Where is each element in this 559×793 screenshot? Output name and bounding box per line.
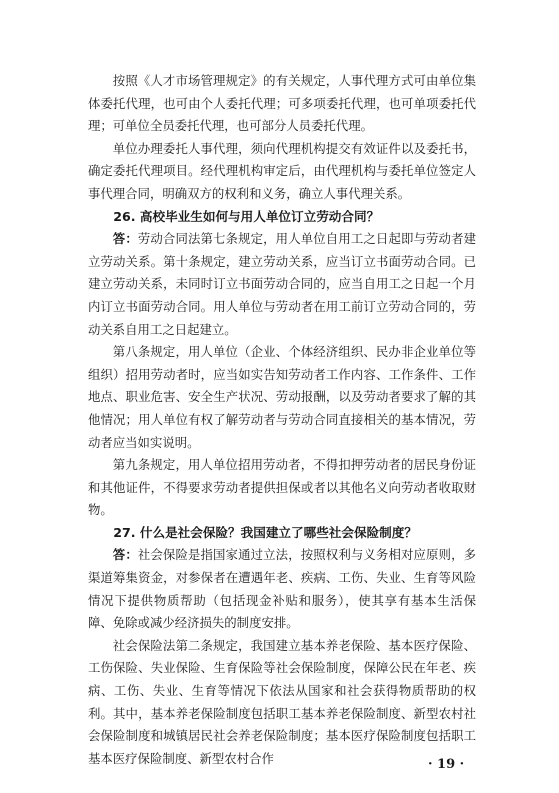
- paragraph-social-insurance-law: 社会保险法第二条规定，我国建立基本养老保险、基本医疗保险、工伤保险、失业保险、生育保险等社会保险制度，保障公民在年老、疾病、工伤、失业、生育等情况下依法从国家和社会获得物质帮助的权利。其中，基本养老保险制度包括职工基本养老保险制度、新型农村社会保险制度和城镇居民社会养老保险制度；基本医疗保险制度包括职工基本医疗保险制度、新型农村合作: [88, 637, 476, 766]
- question-heading-26: 26. 高校毕业生如何与用人单位订立劳动合同？: [113, 208, 380, 224]
- question-heading-27: 27. 什么是社会保险？我国建立了哪些社会保险制度？: [113, 524, 417, 540]
- paragraph-agency-procedure: 单位办理委托人事代理，须向代理机构提交有效证件以及委托书，确定委托代理项目。经代理机构审定后，由代理机构与委托单位签定人事代理合同，明确双方的权利和义务，确立人事代理关系。: [88, 140, 476, 201]
- page-number: · 19 ·: [428, 757, 465, 772]
- answer-label: 答：: [112, 231, 138, 247]
- body-text: [88, 70, 476, 770]
- answer-label: 答：: [112, 547, 138, 563]
- answer-27: [88, 544, 476, 634]
- paragraph-article-8: 第八条规定，用人单位（企业、个体经济组织、民办非企业单位等组织）招用劳动者时，应当如实告知劳动者工作内容、工作条件、工作地点、职业危害、安全生产状况、劳动报酬，以及劳动者要求了解的其他情况；用人单位有权了解劳动者与劳动合同直接相关的基本情况，劳动者应当如实说明。: [88, 344, 476, 450]
- answer-26-text: 劳动合同法第七条规定，用人单位自用工之日起即与劳动者建立劳动关系。第十条规定，建立劳动关系，应当订立书面劳动合同。已建立劳动关系，未同时订立书面劳动合同的，应当自用工之日起一个月内订立书面劳动合同。用人单位与劳动者在用工前订立劳动合同的，劳动关系自用工之日起建立。: [88, 231, 477, 337]
- answer-26: [88, 228, 476, 341]
- answer-27-text: 社会保险是指国家通过立法，按照权利与义务相对应原则，多渠道筹集资金，对参保者在遭遇年老、疾病、工伤、失业、生育等风险情况下提供物质帮助（包括现金补贴和服务），使其享有基本生活保障、免除或减少经济损失的制度安排。: [88, 547, 477, 631]
- paragraph-article-9: 第九条规定，用人单位招用劳动者，不得扣押劳动者的居民身份证和其他证件，不得要求劳动者提供担保或者以其他名义向劳动者收取财物。: [88, 457, 476, 518]
- paragraph-agency-methods: 按照《人才市场管理规定》的有关规定，人事代理方式可由单位集体委托代理，也可由个人委托代理；可多项委托代理，也可单项委托代理；可单位全员委托代理，也可部分人员委托代理。: [88, 73, 476, 134]
